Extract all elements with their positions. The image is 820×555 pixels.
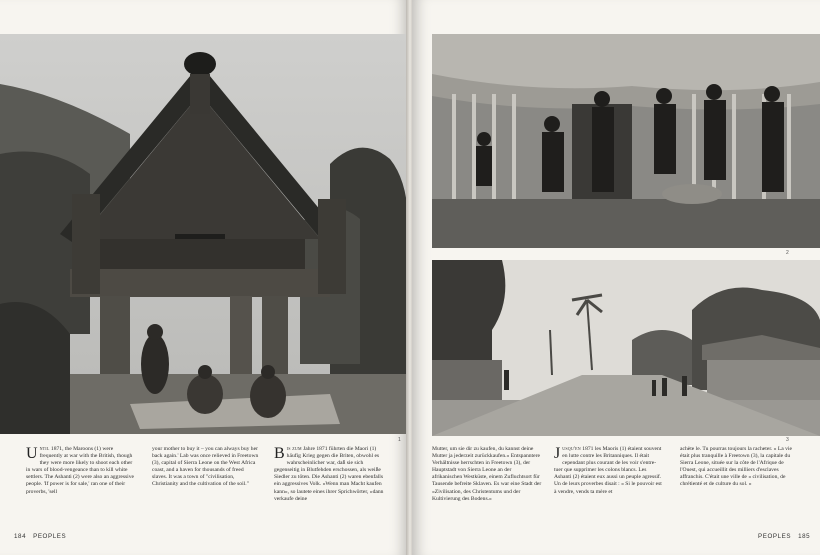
ashanti-village-photo bbox=[432, 34, 820, 248]
body-text: achète le. Tu pourras toujours la racheter. » La vie était plus tranquille à Freetown (3), la capitale du Sierra Leone, située sur la côte de l'Afrique de l'Ouest, qui accueillit des milliers d'esclaves affranchis. C'était une ville de « civilisation, de chrétienté et de culture du sol. » bbox=[680, 446, 792, 488]
text-column-german bbox=[274, 446, 386, 503]
body-text: 1871, the Maroons (1) were frequently at war with the British, though they were more likely to shoot each other in wars of blood-vengeance than to kill white settlers. The Ashanti (2) were also an aggressive people. 'If power is for sale,' ran one of their proverbs, 'sell bbox=[26, 446, 135, 495]
lead-in: ntil bbox=[39, 446, 50, 452]
folio-left bbox=[14, 533, 66, 540]
body-text: Mutter, um sie dir zu kaufen, du kannst deine Mutter ja jederzeit zurückkaufen.» Entspanntere Verhältnisse herrschten in Freetown (3), der Hauptstadt von Sierra Leone an der afrikanischen Westküste, einem Zufluchtsort für Tausende befreite Sklaven. Es war eine Stadt der «Zivilisation, des Christentums und der Kultivierung des Bodens.» bbox=[432, 446, 542, 502]
left-page bbox=[0, 0, 408, 555]
text-column-french-1 bbox=[554, 446, 662, 496]
photo-number: 2 bbox=[786, 250, 789, 256]
text-column-english-2 bbox=[152, 446, 260, 489]
photo-number: 1 bbox=[398, 437, 401, 443]
lead-in: is zum bbox=[286, 446, 302, 452]
section-title: PEOPLES bbox=[758, 533, 792, 540]
body-text: 1871 les Maoris (1) étaient souvent en lutte contre les Britanniques. Il était cependant plus courant de les voir s'entre-tuer que supprimer les colons blancs. Les Ashanti (2) étaient eux aussi un peuple agressif. Un de leurs proverbes disait : « Si le pouvoir est à vendre, vends ta mère et bbox=[554, 446, 662, 495]
photo-number: 3 bbox=[786, 437, 789, 443]
right-page bbox=[412, 0, 820, 555]
page-number: 185 bbox=[798, 533, 811, 540]
drop-cap: B bbox=[274, 445, 285, 462]
text-column-english-1 bbox=[26, 446, 134, 496]
page-number: 184 bbox=[14, 533, 27, 540]
drop-cap: J bbox=[554, 445, 561, 462]
folio-right bbox=[758, 533, 810, 540]
drop-cap: U bbox=[26, 445, 38, 462]
text-column-french-2 bbox=[680, 446, 792, 489]
body-text: Jahre 1871 führten die Maori (1) häufig Krieg gegen die Briten, obwohl es wahrscheinlicher war, daß sie sich gegenseitig in Blutfehden erschossen, als weiße Siedler zu töten. Die Ashanti (2) waren ebenfalls ein aggressives Volk. «Wenn man Macht kaufen kann», so lautete eines ihrer Sprichwörter, «dann verkaufe deine bbox=[274, 446, 384, 502]
body-text: your mother to buy it – you can always buy her back again.' Lab was once relieved in Freetown (3), capital of Sierra Leone on the West Africa coast, and a haven for thousands of freed slaves. It was a town of "civilisation, Christianity and the cultivation of the soil." bbox=[152, 446, 259, 488]
text-column-german-cont bbox=[432, 446, 542, 503]
section-title: PEOPLES bbox=[33, 533, 67, 540]
maori-storehouse-photo bbox=[0, 34, 408, 434]
freetown-street-photo bbox=[432, 260, 820, 436]
lead-in: usqu'en bbox=[562, 446, 581, 452]
